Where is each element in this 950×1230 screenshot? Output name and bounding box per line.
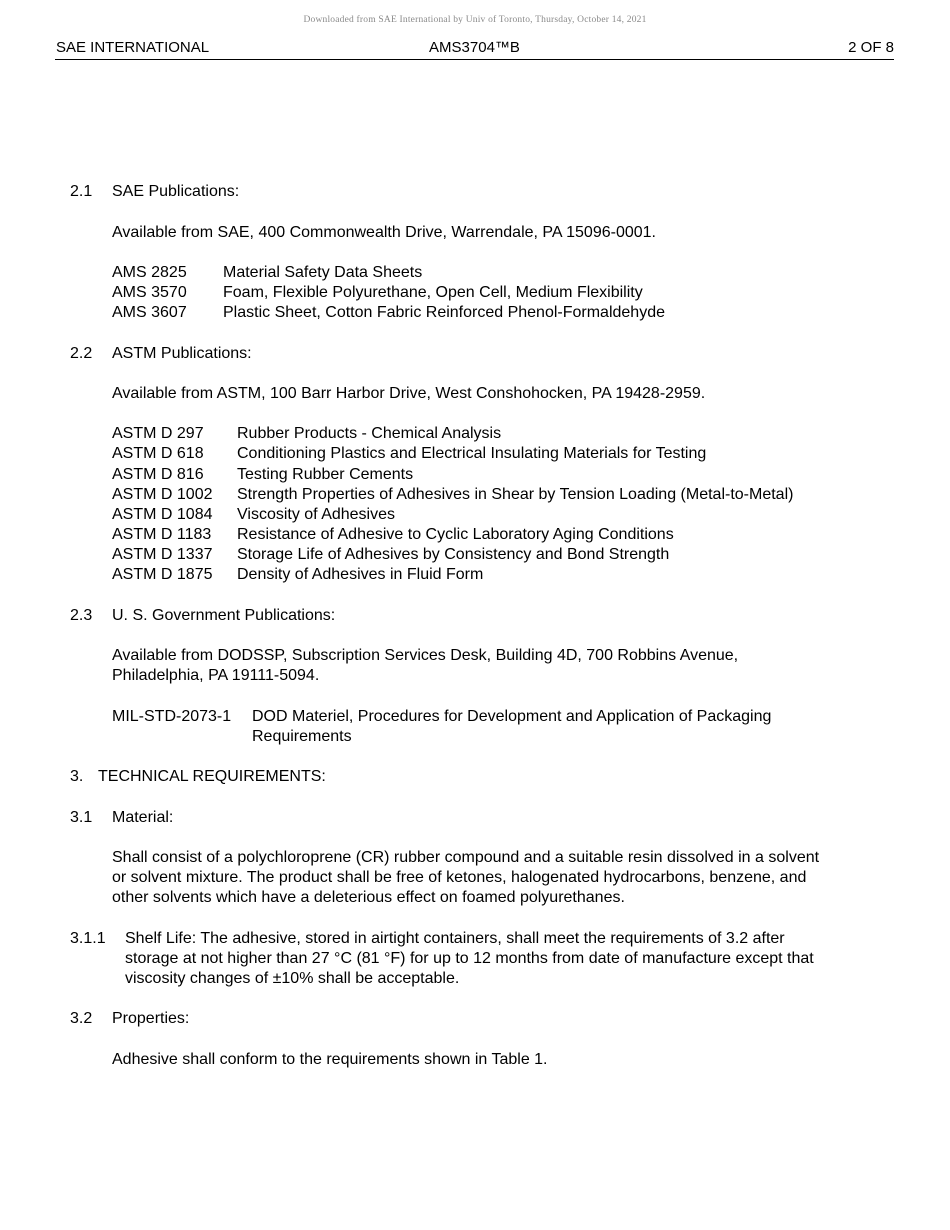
reference-title: Density of Adhesives in Fluid Form	[237, 566, 484, 583]
download-watermark: Downloaded from SAE International by Univ of Toronto, Thursday, October 14, 2021	[303, 15, 647, 25]
section-title: SAE Publications:	[112, 183, 240, 200]
reference-title: DOD Materiel, Procedures for Development and Application of Packaging	[252, 708, 772, 725]
section-number: 2.3	[70, 607, 93, 624]
section-number: 3.1	[70, 809, 93, 826]
paragraph-text: Adhesive shall conform to the requirements shown in Table 1.	[112, 1051, 548, 1068]
reference-title: Material Safety Data Sheets	[223, 264, 423, 281]
section-title: U. S. Government Publications:	[112, 607, 336, 624]
section-title: ASTM Publications:	[112, 345, 252, 362]
page-number: 2 OF 8	[848, 39, 894, 56]
reference-id: ASTM D 618	[112, 445, 204, 462]
section-number: 3.1.1	[70, 930, 106, 947]
reference-id: MIL-STD-2073-1	[112, 708, 232, 725]
reference-title: Foam, Flexible Polyurethane, Open Cell, Medium Flexibility	[223, 284, 643, 301]
reference-title: Strength Properties of Adhesives in Shear by Tension Loading (Metal-to-Metal)	[237, 486, 794, 503]
reference-id: ASTM D 1183	[112, 526, 212, 543]
reference-title: Resistance of Adhesive to Cyclic Laboratory Aging Conditions	[237, 526, 674, 543]
section-number: 3.	[70, 768, 84, 785]
paragraph-text: Shelf Life: The adhesive, stored in airtight containers, shall meet the requirements of 3.2 after	[125, 930, 785, 947]
paragraph-text: Shall consist of a polychloroprene (CR) rubber compound and a suitable resin dissolved in a solvent	[112, 849, 820, 866]
reference-title: Viscosity of Adhesives	[237, 506, 396, 523]
reference-title: Testing Rubber Cements	[237, 466, 414, 483]
availability-text: Available from SAE, 400 Commonwealth Drive, Warrendale, PA 15096-0001.	[112, 224, 656, 241]
document-number: AMS3704™B	[429, 39, 520, 56]
availability-text: Available from DODSSP, Subscription Services Desk, Building 4D, 700 Robbins Avenue,	[112, 647, 739, 664]
paragraph-text: other solvents which have a deleterious effect on foamed polyurethanes.	[112, 889, 625, 906]
availability-text: Philadelphia, PA 19111-5094.	[112, 667, 320, 684]
section-number: 3.2	[70, 1010, 93, 1027]
reference-title: Plastic Sheet, Cotton Fabric Reinforced Phenol-Formaldehyde	[223, 304, 665, 321]
page-header	[55, 38, 894, 60]
reference-id: ASTM D 1084	[112, 506, 213, 523]
reference-id: AMS 3570	[112, 284, 187, 301]
reference-id: ASTM D 1002	[112, 486, 213, 503]
reference-id: ASTM D 297	[112, 425, 204, 442]
paragraph-text: viscosity changes of ±10% shall be acceptable.	[125, 970, 460, 987]
reference-id: AMS 3607	[112, 304, 187, 321]
reference-title: Conditioning Plastics and Electrical Insulating Materials for Testing	[237, 445, 707, 462]
publisher-name: SAE INTERNATIONAL	[56, 39, 210, 56]
paragraph-text: storage at not higher than 27 °C (81 °F) for up to 12 months from date of manufacture except that	[125, 950, 814, 967]
reference-id: ASTM D 1337	[112, 546, 213, 563]
section-title: TECHNICAL REQUIREMENTS:	[98, 768, 326, 785]
reference-title: Requirements	[252, 728, 352, 745]
reference-id: AMS 2825	[112, 264, 187, 281]
reference-id: ASTM D 816	[112, 466, 204, 483]
reference-title: Storage Life of Adhesives by Consistency and Bond Strength	[237, 546, 670, 563]
section-title: Properties:	[112, 1010, 190, 1027]
paragraph-text: or solvent mixture. The product shall be free of ketones, halogenated hydrocarbons, benzene, and	[112, 869, 807, 886]
reference-id: ASTM D 1875	[112, 566, 213, 583]
section-number: 2.1	[70, 183, 93, 200]
section-number: 2.2	[70, 345, 93, 362]
reference-title: Rubber Products - Chemical Analysis	[237, 425, 502, 442]
availability-text: Available from ASTM, 100 Barr Harbor Drive, West Conshohocken, PA 19428-2959.	[112, 385, 706, 402]
section-title: Material:	[112, 809, 174, 826]
